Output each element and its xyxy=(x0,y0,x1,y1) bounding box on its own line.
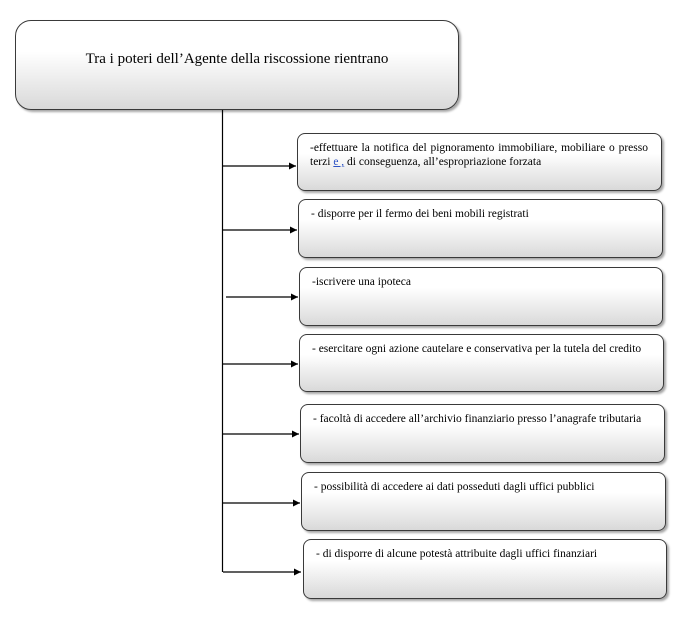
item-5-text: - facoltà di accedere all’archivio finanziario presso l’anagrafe tributaria xyxy=(313,413,642,425)
item-6-text: - possibilità di accedere ai dati posseduti dagli uffici pubblici xyxy=(314,481,595,493)
item-1-text-a: -effettuare la notifica del pignoramento immobiliare, mobiliare o presso terzi xyxy=(310,142,648,168)
item-node-1 xyxy=(297,133,662,191)
item-3-text: -iscrivere una ipoteca xyxy=(312,276,411,288)
item-2-text: - disporre per il fermo dei beni mobili registrati xyxy=(311,208,529,220)
item-7-text: - di disporre di alcune potestà attribuite dagli uffici finanziari xyxy=(316,548,598,560)
item-1-text-b: di conseguenza, all’espropriazione forzata xyxy=(344,156,542,168)
item-node-3 xyxy=(299,267,663,326)
item-node-7 xyxy=(303,539,667,599)
item-node-5 xyxy=(300,404,665,463)
item-node-2 xyxy=(298,199,663,258)
root-node xyxy=(15,20,459,110)
item-node-6 xyxy=(301,472,666,531)
root-label: Tra i poteri dell’Agente della riscossione rientrano xyxy=(85,50,389,67)
item-4-text: - esercitare ogni azione cautelare e conservativa per la tutela del credito xyxy=(312,343,642,355)
item-node-4 xyxy=(299,334,664,392)
item-1-link[interactable]: e , xyxy=(333,156,345,168)
